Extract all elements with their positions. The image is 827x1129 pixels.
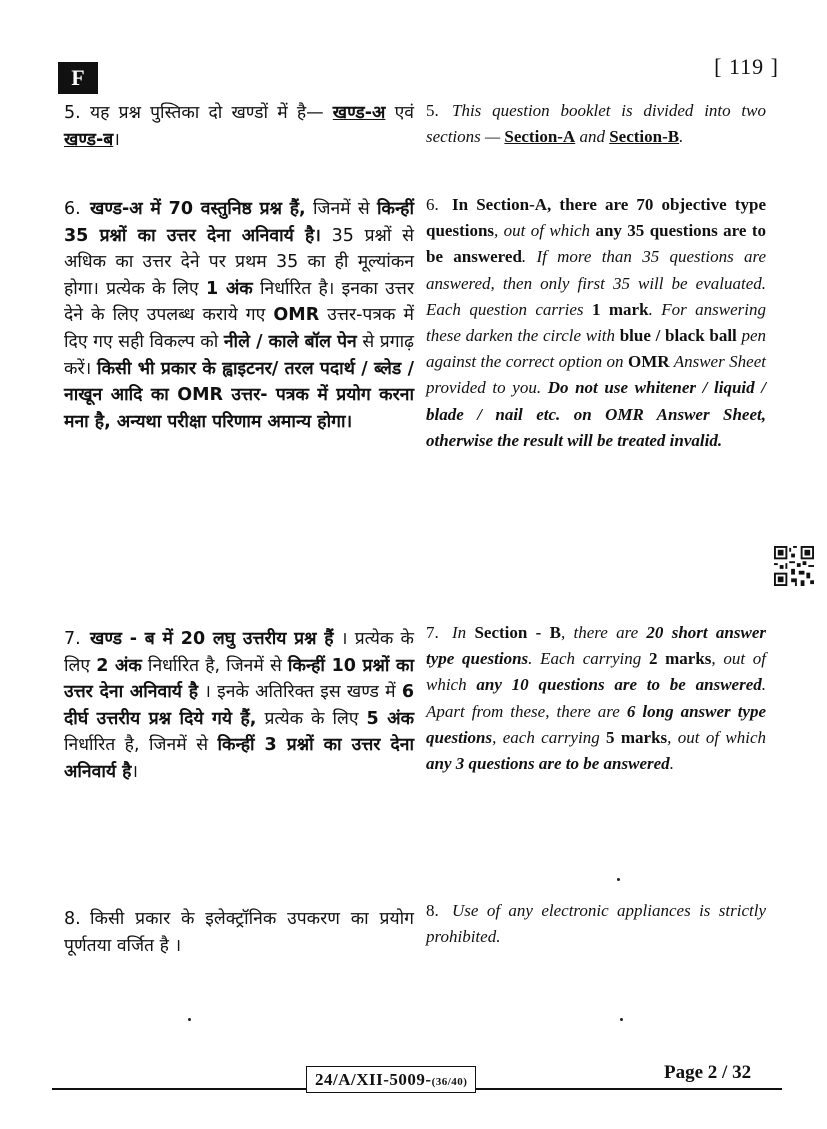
item-text: In — [452, 623, 475, 642]
bold-text: OMR — [628, 352, 670, 372]
item-number: 8. — [426, 901, 439, 920]
bold-text: 5 अंक — [366, 708, 415, 729]
speck — [620, 1018, 623, 1021]
item-text: Answer Sheet provided to you. — [426, 352, 766, 398]
bold-text: blue / black ball — [619, 326, 737, 346]
item-text: उत्तर-पत्रक में दिए गए सही विकल्प को — [64, 305, 414, 352]
item-text: जिनमें से — [305, 199, 377, 219]
item-text: . For answering these darken the circle with — [426, 299, 766, 346]
bold-text: किन्हीं 35 प्रश्नों का उत्तर देना अनिवार्य है। — [64, 199, 414, 246]
item-text: । — [113, 129, 120, 150]
item-number: 6. — [426, 195, 439, 214]
item-text: यह प्रश्न पुस्तिका दो खण्डों में है— — [90, 103, 333, 123]
item-text: निर्धारित है। इनका उत्तर देने के लिए उपलब्ध कराये गए — [64, 278, 414, 326]
hindi-item-6 — [64, 196, 414, 435]
section-b-label: खण्ड-ब — [64, 129, 114, 150]
english-item-7 — [426, 620, 766, 777]
item-text: . If more than 35 questions are answered, then only first 35 will be evaluated. Each question carries — [426, 247, 767, 319]
item-number: 5. — [64, 103, 81, 123]
item-number: 8. — [64, 909, 81, 929]
section-a-label: खण्ड-अ — [332, 103, 386, 123]
page-number: [ 119 ] — [714, 54, 779, 79]
bold-text: 20 short answer type questions — [426, 623, 766, 669]
set-badge: F — [58, 62, 98, 94]
paper-code — [306, 1066, 476, 1093]
item-text: , each carrying — [492, 727, 607, 747]
bold-text: Section - B — [474, 623, 561, 642]
item-text: Use of any electronic appliances is strictly prohibited. — [426, 901, 766, 947]
item-text: निर्धारित है, जिनमें से — [64, 735, 218, 756]
item-text: . Each carrying — [528, 649, 649, 669]
item-text: . — [679, 127, 684, 147]
item-text: . — [669, 754, 674, 774]
bold-text: 1 mark — [591, 299, 649, 319]
item-number: 6. — [64, 199, 81, 219]
item-text: pen against the correct option on — [426, 326, 767, 372]
bold-text: 2 marks — [648, 649, 712, 669]
bold-text: 6 long answer type questions — [426, 701, 767, 747]
item-text: , out of which — [494, 221, 596, 241]
item-text: । — [131, 761, 139, 782]
hindi-item-8 — [64, 906, 414, 959]
bold-text: any 3 questions are to be answered — [426, 754, 670, 774]
item-text: , there are — [560, 623, 647, 642]
paper-code-text: 24/A/XII-5009- — [315, 1070, 432, 1089]
paper-code-set: (36/40) — [431, 1076, 468, 1088]
item-number: 5. — [426, 101, 439, 120]
bold-text: OMR — [273, 305, 320, 326]
bold-text: किसी भी प्रकार के ह्वाइटनर/ तरल पदार्थ / ब्लेड / नाखून आदि का OMR उत्तर- पत्रक में प्रयोग करना मना है, अन्यथा परीक्षा परिणाम अमान्य होगा। — [64, 358, 414, 432]
item-text: किसी प्रकार के इलेक्ट्रॉनिक उपकरण का प्रयोग पूर्णतया वर्जित है । — [64, 909, 414, 956]
bold-text: किन्हीं 10 प्रश्नों का उत्तर देना अनिवार्य है — [64, 655, 415, 703]
bold-text: 1 अंक — [205, 278, 253, 299]
hindi-item-5 — [64, 100, 414, 153]
bold-text: Do not use whitener / liquid / blade / nail etc. on OMR Answer Sheet, otherwise the result will be treated invalid. — [426, 378, 766, 450]
item-text: निर्धारित है, जिनमें से — [141, 655, 288, 676]
bold-text: 5 marks — [606, 727, 668, 747]
bold-text: खण्ड - ब में 20 लघु उत्तरीय प्रश्न हैं — [90, 629, 334, 649]
english-item-8 — [426, 898, 766, 950]
item-text: . Apart from these, there are — [426, 675, 766, 721]
bold-text: 6 दीर्घ उत्तरीय प्रश्न दिये गये हैं, — [64, 682, 414, 729]
item-text: and — [575, 127, 610, 147]
item-number: 7. — [64, 629, 81, 649]
page-indicator: Page 2 / 32 — [664, 1062, 752, 1083]
english-item-6 — [426, 192, 766, 454]
bold-text: In Section-A, there are 70 objective type questions — [426, 195, 766, 241]
bold-text: any 10 questions are to be answered — [476, 675, 762, 695]
speck — [188, 1018, 191, 1021]
item-text: से प्रगाढ़ करें। — [64, 331, 414, 379]
item-text: एवं — [385, 103, 414, 123]
bold-text: नीले / काले बॉल पेन — [223, 331, 357, 352]
section-b-label: Section-B — [609, 127, 680, 147]
item-text: । प्रत्येक के लिए — [64, 629, 414, 676]
item-text: 35 प्रश्नों से अधिक का उत्तर देने पर प्रथम 35 का ही मूल्यांकन होगा। प्रत्येक के लिए — [64, 225, 414, 299]
item-text: , out of which — [667, 727, 766, 747]
english-item-5 — [426, 98, 766, 150]
bold-text: any 35 questions are to be answered — [426, 221, 766, 267]
hindi-item-7 — [64, 626, 414, 786]
speck — [617, 878, 620, 881]
item-text: , out of which — [426, 649, 766, 695]
item-number: 7. — [426, 623, 439, 642]
qr-code-icon — [774, 546, 814, 586]
item-text: । इनके अतिरिक्त इस खण्ड में — [198, 682, 402, 703]
item-text: This question booklet is divided into two sections — — [426, 101, 766, 147]
bold-text: 2 अंक — [96, 655, 142, 676]
section-a-label: Section-A — [504, 127, 576, 147]
bold-text: किन्हीं 3 प्रश्नों का उत्तर देना अनिवार्य है — [64, 735, 414, 782]
bold-text: खण्ड-अ में 70 वस्तुनिष्ठ प्रश्न हैं, — [90, 199, 306, 219]
item-text: प्रत्येक के लिए — [256, 708, 367, 729]
